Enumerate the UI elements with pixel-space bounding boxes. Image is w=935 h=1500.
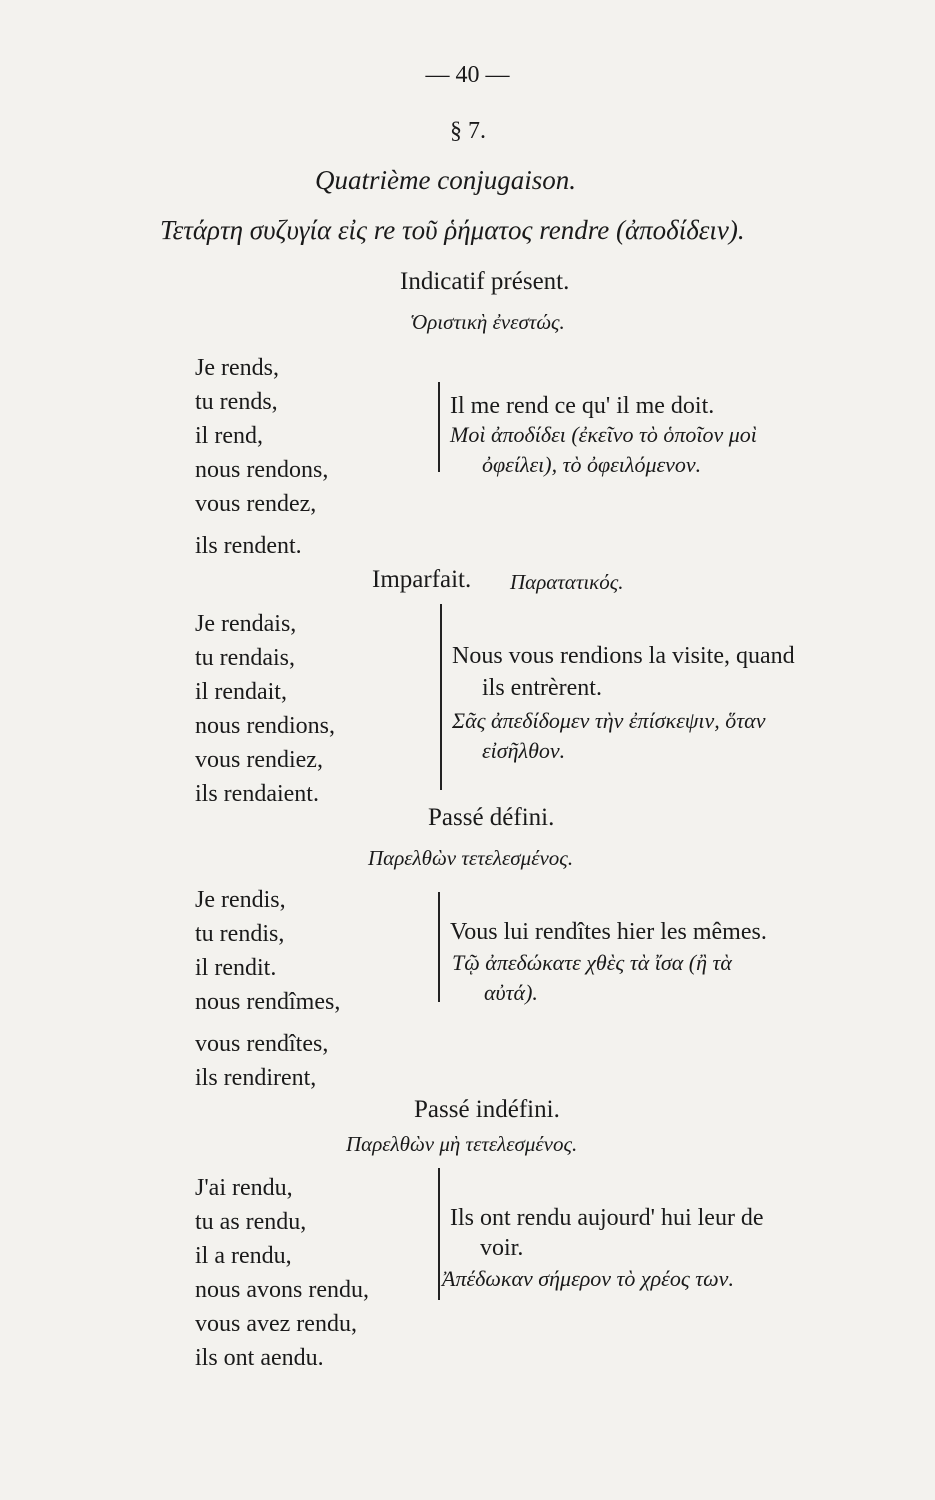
- example-passe-indefini-gr-1: Ἀπέδωκαν σήμερον τὸ χρέος των.: [442, 1266, 734, 1291]
- form-line: ils rendaient.: [195, 781, 319, 807]
- form-line: nous rendîmes,: [195, 989, 341, 1015]
- example-imparfait-fr-1: Nous vous rendions la visite, quand: [452, 643, 795, 669]
- form-line: vous rendîtes,: [195, 1031, 329, 1057]
- form-line: ils ont aendu.: [195, 1345, 324, 1371]
- page-number: — 40 —: [425, 62, 510, 88]
- heading-passe-indefini-greek: Παρελθὼν μὴ τετελεσμένος.: [346, 1132, 578, 1156]
- form-line: nous rendons,: [195, 457, 329, 483]
- heading-passe-defini-greek: Παρελθὼν τετελεσμένος.: [368, 846, 574, 870]
- form-line: nous avons rendu,: [195, 1277, 369, 1303]
- form-line: tu rends,: [195, 389, 278, 415]
- forms-passe-defini: [195, 888, 340, 1100]
- form-line: il a rendu,: [195, 1243, 292, 1269]
- form-line: Je rendis,: [195, 887, 286, 913]
- example-imparfait-gr-2: εἰσῆλθον.: [482, 738, 566, 763]
- heading-passe-indefini: Passé indéfini.: [414, 1096, 560, 1123]
- heading-present: Indicatif présent.: [400, 268, 570, 295]
- conjugation-title-greek: Τετάρτη συζυγία εἰς re τοῦ ῥήματος rendre (ἀποδίδειν).: [160, 215, 745, 245]
- example-present-gr-1: Μοὶ ἀποδίδει (ἐκεῖνο τὸ ὁποῖον μοὶ: [450, 422, 757, 447]
- conjugation-title: Quatrième conjugaison.: [315, 165, 576, 195]
- heading-passe-defini: Passé défini.: [428, 804, 555, 831]
- example-passe-defini-gr-2: αὐτά).: [484, 980, 538, 1005]
- form-line: ils rendirent,: [195, 1065, 317, 1091]
- form-line: vous rendiez,: [195, 747, 323, 773]
- form-line: il rendit.: [195, 955, 277, 981]
- section-number: § 7.: [450, 118, 486, 144]
- example-passe-defini-fr: Vous lui rendîtes hier les mêmes.: [450, 919, 767, 945]
- bracket-line: [438, 382, 440, 472]
- form-line: il rend,: [195, 423, 263, 449]
- example-imparfait-fr-2: ils entrèrent.: [482, 675, 602, 701]
- bracket-line: [440, 604, 442, 790]
- forms-passe-indefini: [195, 1176, 369, 1380]
- form-line: Je rendais,: [195, 611, 297, 637]
- example-present-fr: Il me rend ce qu' il me doit.: [450, 393, 715, 419]
- form-line: vous rendez,: [195, 491, 317, 517]
- form-line: il rendait,: [195, 679, 287, 705]
- example-passe-indefini-fr-1: Ils ont rendu aujourd' hui leur de: [450, 1205, 764, 1231]
- bracket-line: [438, 892, 440, 1002]
- heading-imparfait: Imparfait.: [372, 566, 472, 593]
- form-line: J'ai rendu,: [195, 1175, 293, 1201]
- heading-imparfait-greek: Παρατατικός.: [510, 570, 624, 594]
- heading-present-greek: Ὁριστικὴ ἐνεστώς.: [410, 310, 565, 334]
- form-line: tu as rendu,: [195, 1209, 307, 1235]
- example-passe-defini-gr-1: Τῷ ἀπεδώκατε χθὲς τὰ ἴσα (ἢ τὰ: [452, 950, 732, 975]
- example-present-gr-2: ὀφείλει), τὸ ὀφειλόμενον.: [482, 452, 702, 477]
- form-line: ils rendent.: [195, 533, 302, 559]
- form-line: Je rends,: [195, 355, 279, 381]
- forms-present: [195, 356, 328, 568]
- form-line: tu rendais,: [195, 645, 295, 671]
- example-passe-indefini-fr-2: voir.: [480, 1235, 524, 1261]
- form-line: tu rendis,: [195, 921, 285, 947]
- form-line: nous rendions,: [195, 713, 335, 739]
- example-imparfait-gr-1: Σᾶς ἀπεδίδομεν τὴν ἐπίσκεψιν, ὅταν: [452, 708, 766, 733]
- form-line: vous avez rendu,: [195, 1311, 357, 1337]
- bracket-line: [438, 1168, 440, 1300]
- forms-imparfait: [195, 612, 335, 816]
